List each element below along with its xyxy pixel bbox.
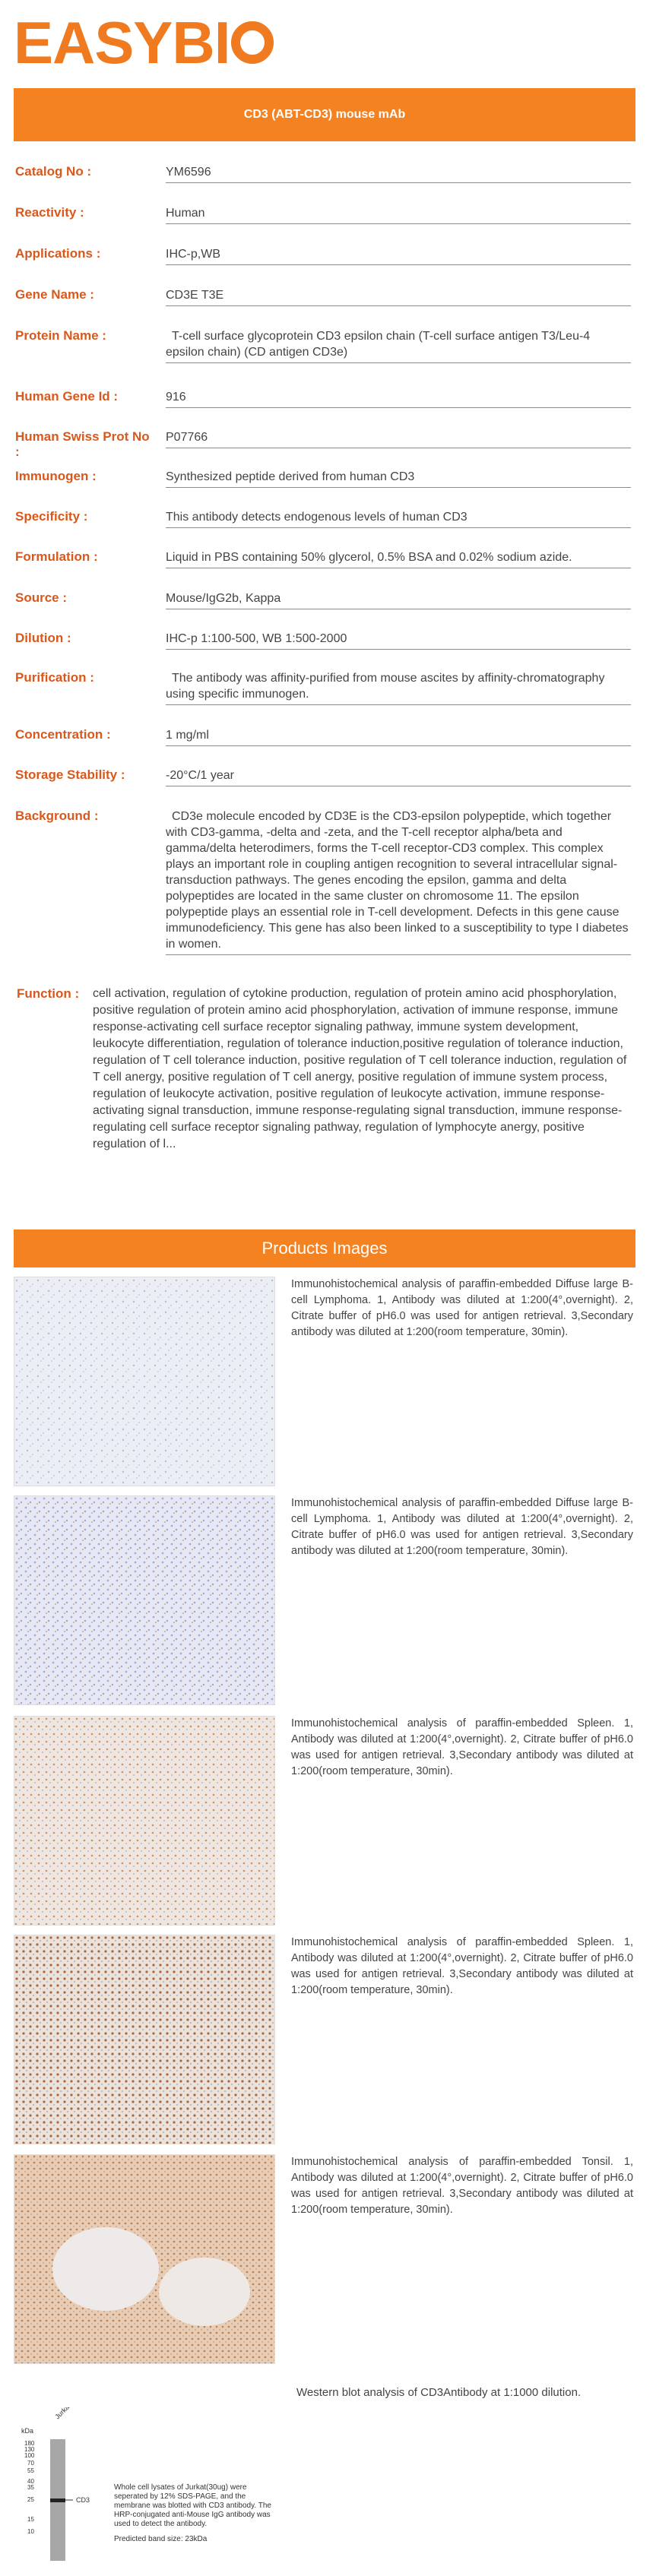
ihc-image-1 [14,1277,275,1486]
catalog-value: YM6596 [166,164,631,183]
ihc-lymphoma-image-1 [14,1277,275,1486]
wb-marker: 70 [27,2460,34,2467]
gene-name-value: CD3E T3E [166,287,631,306]
applications-label: Applications : [15,246,101,261]
ihc-image-3 [14,1716,275,1926]
applications-value: IHC-p,WB [166,246,631,265]
product-title-banner [14,88,635,141]
storage-value: -20°C/1 year [166,767,631,786]
ihc-image-2 [14,1495,275,1705]
western-blot-image [14,2407,287,2567]
ihc-spleen-image-1 [14,1717,275,1926]
wb-marker: 55 [27,2467,34,2474]
background-value: CD3e molecule encoded by CD3E is the CD3-epsilon polypeptide, which together with CD3-gamma, -delta and -zeta, and the T-cell receptor alpha/beta and gamma/delta heterodimers, forms the T-cell receptor-CD3 complex. This complex plays an important role in coupling antigen recognition to several intracellular signal-transduction pathways. The genes encoding the epsilon, gamma and delta polypeptides are located in the same cluster on chromosome 11. The epsilon polypeptide plays an essential role in T-cell development. Defects in this gene cause immunodeficiency. This gene has also been linked to a susceptibility to type I diabetes in women. [166,809,631,955]
purification-value: The antibody was affinity-purified from mouse ascites by affinity-chromatography using specific immunogen. [166,670,631,705]
immunogen-label: Immunogen : [15,469,97,483]
wb-marker: 100 [24,2452,35,2459]
function-value [93,986,632,1153]
wb-band-size: Predicted band size: 23kDa [114,2535,208,2543]
wb-band-label: CD3 [76,2496,90,2504]
western-blot-figure [14,2407,287,2567]
specificity-value: This antibody detects endogenous levels of human CD3 [166,509,631,528]
wb-marker: 25 [27,2496,34,2503]
ihc-image-4 [14,1935,275,2144]
catalog-label: Catalog No : [15,164,92,179]
formulation-label: Formulation : [15,549,98,564]
ihc-spleen-image-2 [14,1935,275,2144]
logo-text: EASYBI [14,9,230,76]
ihc-caption-2: Immunohistochemical analysis of paraffin-embedded Diffuse large B-cell Lymphoma. 1, Antibody was diluted at 1:200(4°,overnight). 2, Citrate buffer of pH6.0 was used for antigen retrieval. 3,Secondary antibody was diluted at 1:200(room temperature, 30min). [291,1497,633,1557]
wb-marker: 10 [27,2528,34,2535]
wb-band [50,2498,65,2502]
ihc-image-5 [14,2154,275,2364]
protein-name-value: T-cell surface glycoprotein CD3 epsilon chain (T-cell surface antigen T3/Leu-4 epsilon chain) (CD antigen CD3e) [166,328,631,363]
wb-markers [24,2440,35,2535]
wb-note: Whole cell lysates of Jurkat(30ug) were seperated by 12% SDS-PAGE, and the membrane was blotted with CD3 antibody. The HRP-conjugated anti-Mouse IgG antibody was used to detect the antibody. [114,2483,271,2528]
function-label: Function : [17,986,80,1001]
ihc-lymphoma-image-2 [14,1496,275,1705]
gene-id-value: 916 [166,389,631,408]
ihc-caption-3: Immunohistochemical analysis of paraffin-embedded Spleen. 1, Antibody was diluted at 1:200(4°,overnight). 2, Citrate buffer of pH6.0 was used for antigen retrieval. 3,Secondary antibody was diluted at 1:200(room temperature, 30min). [291,1717,633,1777]
concentration-label: Concentration : [15,727,111,742]
logo-o-icon [231,21,274,64]
wb-marker: 15 [27,2516,34,2523]
gene-id-label: Human Gene Id : [15,389,119,403]
wb-marker: 130 [24,2446,35,2453]
wb-marker: 40 [27,2478,34,2485]
ihc-caption-1: Immunohistochemical analysis of paraffin-embedded Diffuse large B-cell Lymphoma. 1, Antibody was diluted at 1:200(4°,overnight). 2, Citrate buffer of pH6.0 was used for antigen retrieval. 3,Secondary antibody was diluted at 1:200(room temperature, 30min). [291,1278,633,1338]
function-text: cell activation, regulation of cytokine production, regulation of protein amino acid phosphorylation, positive regulation of protein amino acid phosphorylation, activation of immune response, immune response-activating cell surface receptor signaling pathway, immune system development, leukocyte differentiation, regulation of tolerance induction,positive regulation of tolerance induction, regulation of T cell tolerance induction, positive regulation of T cell tolerance induction, regulation of T cell anergy, positive regulation of T cell anergy, positive regulation of immune system process, regulation of leukocyte activation, positive regulation of leukocyte activation, immune response-activating signal transduction, immune response-regulating signal transduction, immune response-regulating cell surface receptor signaling pathway, regulation of lymphocyte anergy, positive regulation of l... [93,987,627,1150]
ihc-tonsil-image [14,2155,275,2364]
formulation-value: Liquid in PBS containing 50% glycerol, 0.5% BSA and 0.02% sodium azide. [166,549,631,568]
dilution-value: IHC-p 1:100-500, WB 1:500-2000 [166,631,631,650]
wb-caption: Western blot analysis of CD3Antibody at 1:1000 dilution. [296,2386,582,2399]
wb-lane-label: Jurkat [53,2407,72,2421]
reactivity-label: Reactivity : [15,205,84,220]
products-images-title: Products Images [261,1239,388,1258]
purification-label: Purification : [15,670,94,685]
protein-name-label: Protein Name : [15,328,106,343]
source-label: Source : [15,590,68,605]
ihc-caption-5: Immunohistochemical analysis of paraffin-embedded Tonsil. 1, Antibody was diluted at 1:200(4°,overnight). 2, Citrate buffer of pH6.0 was used for antigen retrieval. 3,Secondary antibody was diluted at 1:200(room temperature, 30min). [291,2156,633,2216]
ihc-caption-4: Immunohistochemical analysis of paraffin-embedded Spleen. 1, Antibody was diluted at 1:200(4°,overnight). 2, Citrate buffer of pH6.0 was used for antigen retrieval. 3,Secondary antibody was diluted at 1:200(room temperature, 30min). [291,1936,633,1996]
wb-marker: 180 [24,2440,35,2447]
background-label: Background : [15,809,99,823]
products-images-banner [14,1229,635,1267]
swiss-prot-label: Human Swiss Prot No : [15,429,150,459]
wb-kda-label: kDa [21,2427,34,2435]
storage-label: Storage Stability : [15,767,125,782]
specificity-label: Specificity : [15,509,88,524]
reactivity-value: Human [166,205,631,224]
concentration-value: 1 mg/ml [166,727,631,746]
wb-marker: 35 [27,2484,34,2491]
dilution-label: Dilution : [15,631,71,645]
easybio-logo [14,9,274,76]
source-value: Mouse/IgG2b, Kappa [166,590,631,609]
gene-name-label: Gene Name : [15,287,94,302]
product-title: CD3 (ABT-CD3) mouse mAb [243,108,406,121]
immunogen-value: Synthesized peptide derived from human CD3 [166,469,631,488]
swiss-prot-value: P07766 [166,429,631,448]
